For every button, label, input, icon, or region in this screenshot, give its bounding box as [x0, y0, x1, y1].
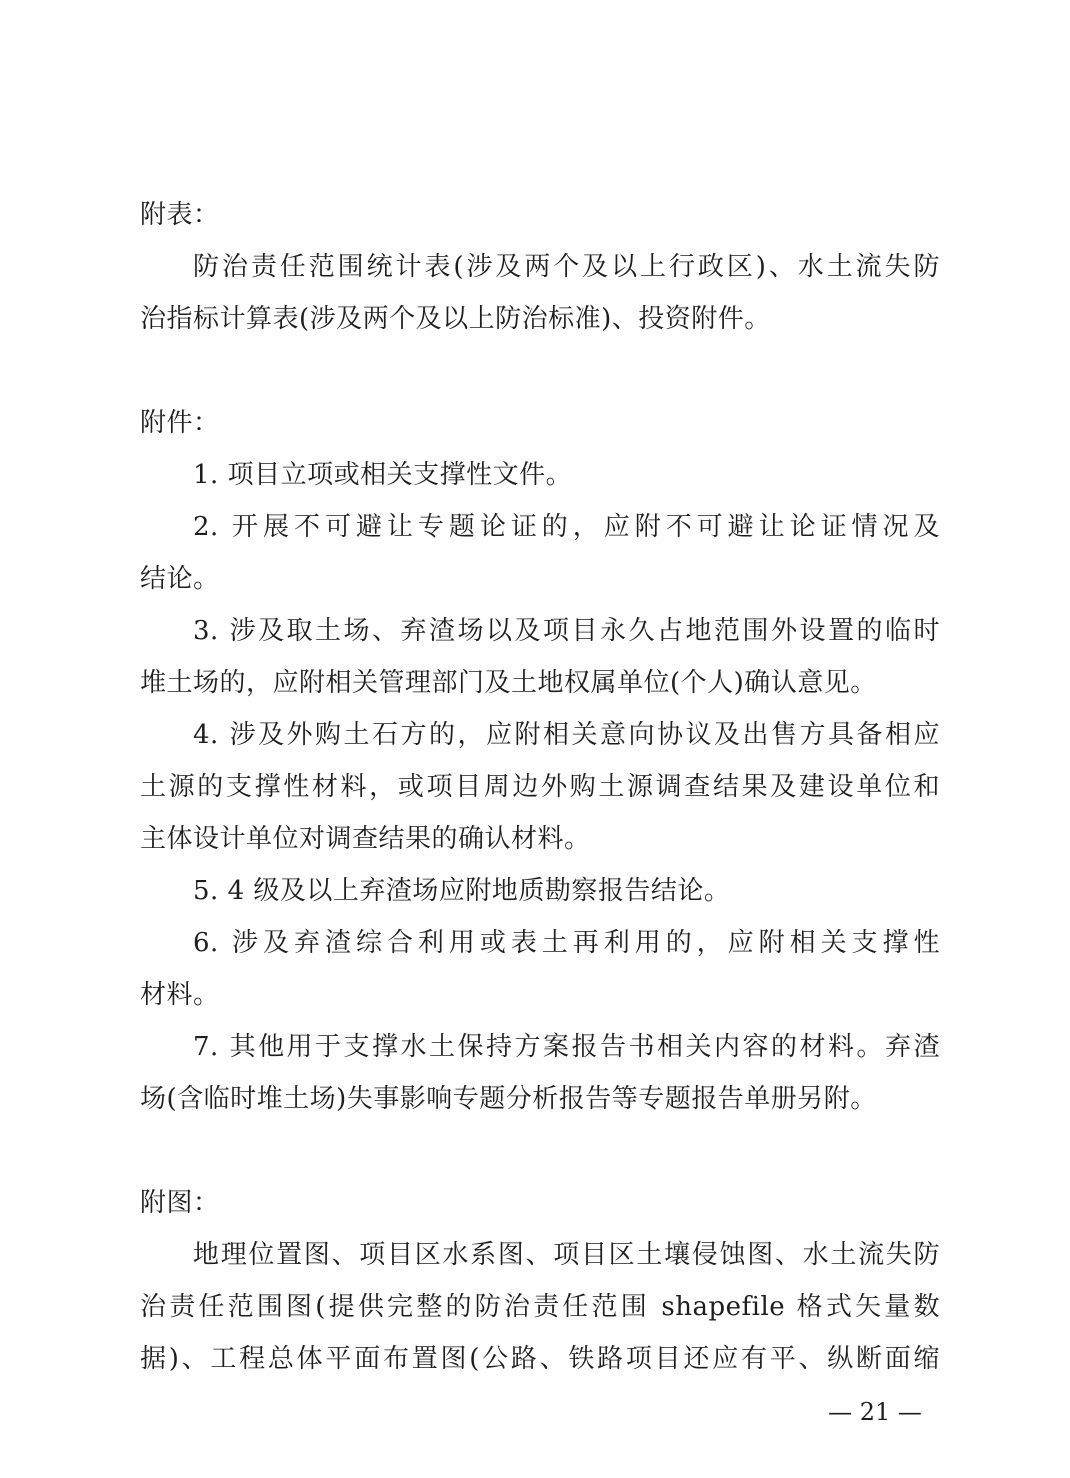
attachment-item-5-line-1: 5. 4 级及以上弃渣场应附地质勘察报告结论。 [193, 876, 731, 906]
attachment-item-2-line-2: 结论。 [140, 564, 220, 594]
appendix-table-heading: 附表： [140, 200, 220, 230]
attachment-item-7-line-2: 场(含临时堆土场)失事影响专题分析报告等专题报告单册另附。 [140, 1084, 877, 1114]
attachment-item-3-line-2: 堆土场的，应附相关管理部门及土地权属单位(个人)确认意见。 [140, 668, 877, 698]
page-number: — 21 — [828, 1398, 922, 1426]
attachment-item-2-line-1: 2. 开展不可避让专题论证的，应附不可避让论证情况及 [193, 512, 940, 542]
appendix-table-text-line-1: 防治责任范围统计表(涉及两个及以上行政区)、水土流失防 [193, 252, 940, 282]
attachment-item-4-line-2: 土源的支撑性材料，或项目周边外购土源调查结果及建设单位和 [140, 772, 940, 802]
appendix-figures-text-line-2: 治责任范围图(提供完整的防治责任范围 shapefile 格式矢量数 [140, 1292, 940, 1322]
attachments-heading: 附件： [140, 408, 220, 438]
appendix-table-text-line-2: 治指标计算表(涉及两个及以上防治标准)、投资附件。 [140, 304, 771, 334]
appendix-figures-text-line-3: 据)、工程总体平面布置图(公路、铁路项目还应有平、纵断面缩 [140, 1344, 940, 1374]
attachment-item-4-line-3: 主体设计单位对调查结果的确认材料。 [140, 824, 591, 854]
attachment-item-3-line-1: 3. 涉及取土场、弃渣场以及项目永久占地范围外设置的临时 [193, 616, 940, 646]
attachment-item-6-line-1: 6. 涉及弃渣综合利用或表土再利用的，应附相关支撑性 [193, 928, 940, 958]
attachment-item-6-line-2: 材料。 [140, 980, 220, 1010]
attachment-item-1-line-1: 1. 项目立项或相关支撑性文件。 [193, 460, 573, 490]
attachment-item-7-line-1: 7. 其他用于支撑水土保持方案报告书相关内容的材料。弃渣 [193, 1032, 940, 1062]
attachment-item-4-line-1: 4. 涉及外购土石方的，应附相关意向协议及出售方具备相应 [193, 720, 940, 750]
appendix-figures-heading: 附图： [140, 1188, 220, 1218]
appendix-figures-text-line-1: 地理位置图、项目区水系图、项目区土壤侵蚀图、水土流失防 [193, 1240, 940, 1270]
